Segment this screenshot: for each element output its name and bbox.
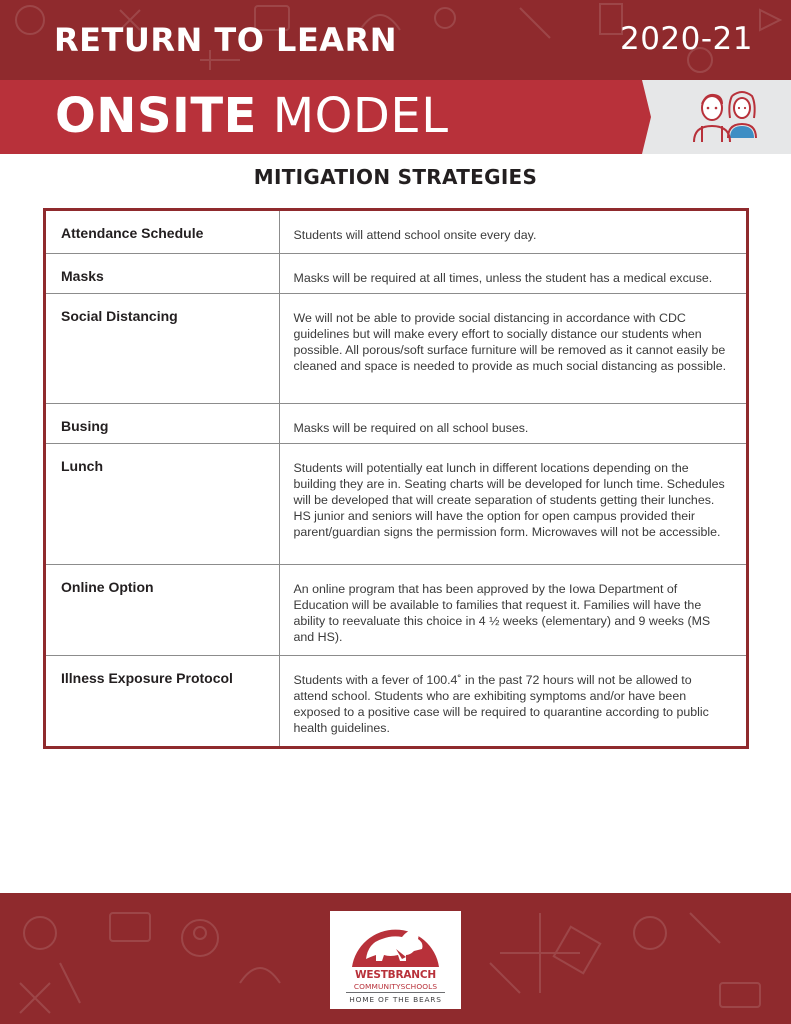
model-title-bold: ONSITE [55, 88, 257, 144]
table-row [46, 564, 746, 655]
page-header [0, 0, 791, 154]
row-value: Students will attend school onsite every day. [293, 228, 537, 242]
row-value: Masks will be required on all school buses. [293, 420, 529, 435]
table-row [46, 211, 746, 253]
logo-name: WESTBRANCH [355, 969, 436, 981]
table-row [46, 655, 746, 746]
row-value: Students with a fever of 100.4˚ in the past 72 hours will not be allowed to attend school. Students who are exhibiting symptoms and/or have been exposed to a positive case will be required to quarantine according to public health guidelines. [293, 672, 709, 735]
school-year: 2020-21 [619, 21, 753, 57]
table-row [46, 293, 746, 403]
students-icon [688, 86, 760, 146]
row-value: Masks will be required at all times, unless the student has a medical excuse. [293, 270, 713, 285]
school-logo [330, 911, 461, 1009]
row-label: Social Distancing [61, 307, 178, 324]
row-value: Students will potentially eat lunch in different locations depending on the building they are in. Seating charts will be developed for lunch time. Schedules will be developed that will create separation of students getting their lunches. HS junior and seniors will have the option for open campus provided their parent/guardian signs the permission form. Microwaves will not be accessible. [293, 460, 725, 539]
table-row [46, 253, 746, 293]
section-title: MITIGATION STRATEGIES [253, 165, 538, 189]
table-row [46, 403, 746, 443]
row-label: Masks [61, 267, 104, 284]
row-label: Attendance Schedule [61, 225, 204, 241]
model-title-light: MODEL [272, 88, 449, 144]
page-footer [0, 893, 791, 1024]
row-value: An online program that has been approved by the Iowa Department of Education will be available to families that request it. Families will have the ability to reevaluate this choice in 4 ½ weeks (elementary) and 9 weeks (MS and HS). [293, 581, 711, 644]
row-label: Illness Exposure Protocol [61, 669, 233, 686]
table-row [46, 443, 746, 564]
bear-logo-icon [344, 919, 447, 967]
logo-divider [346, 992, 445, 993]
model-title [55, 88, 448, 144]
row-label: Online Option [61, 578, 154, 595]
row-label: Lunch [61, 457, 103, 474]
strategies-table [43, 208, 749, 749]
logo-tagline: HOME OF THE BEARS [349, 995, 442, 1004]
logo-subtitle: COMMUNITYSCHOOLS [353, 982, 438, 991]
row-value: We will not be able to provide social distancing in accordance with CDC guidelines but will make every effort to socially distance our students when possible. All porous/soft surface furniture will be removed as it cannot easily be cleaned and space is needed to provide as much social distancing as possible. [293, 310, 727, 373]
row-label: Busing [61, 417, 109, 434]
document-title: RETURN TO LEARN [54, 21, 397, 59]
